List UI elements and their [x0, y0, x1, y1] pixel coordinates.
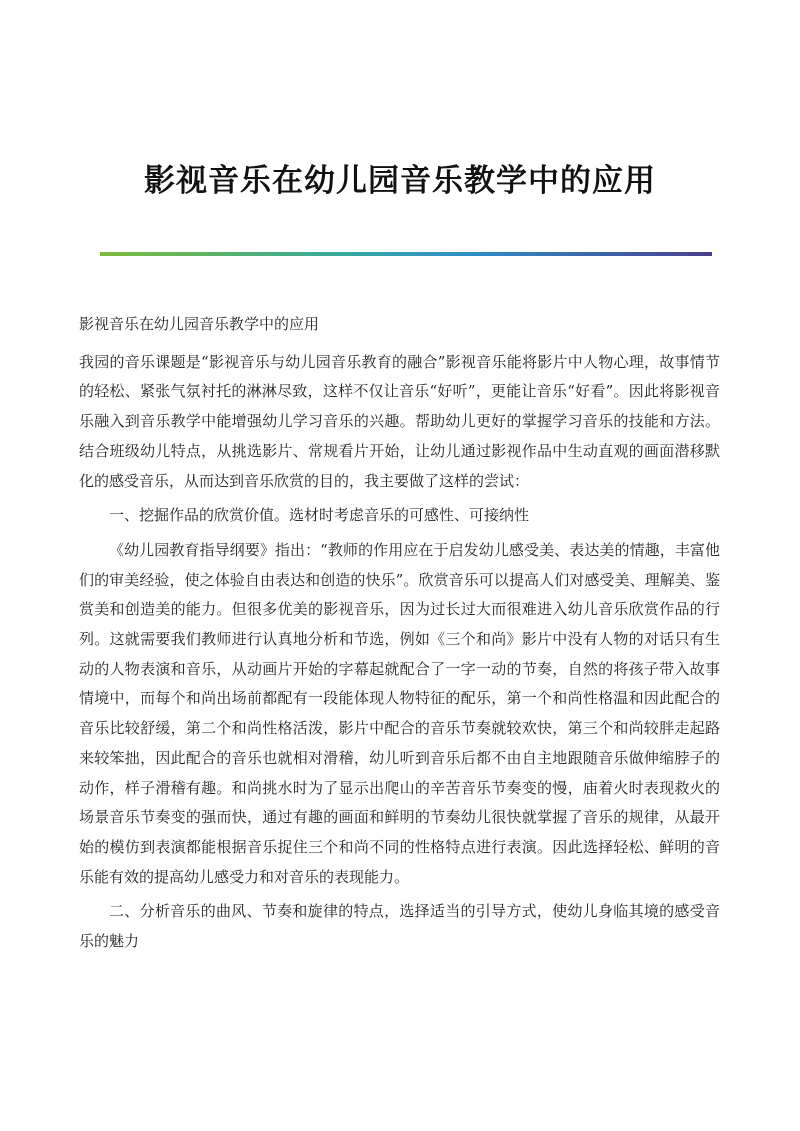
- document-body: [79, 310, 720, 962]
- section-1-body: 《幼儿园教育指导纲要》指出：“教师的作用应在于启发幼儿感受美、表达美的情趣，丰富他们的审美经验，使之体验自由表达和创造的快乐”。欣赏音乐可以提高人们对感受美、理解美、鉴赏美和创造美的能力。但很多优美的影视音乐，因为过长过大而很难进入幼儿音乐欣赏作品的行列。这就需要我们教师进行认真地分析和节选，例如《三个和尚》影片中没有人物的对话只有生动的人物表演和音乐，从动画片开始的字幕起就配合了一字一动的节奏，自然的将孩子带入故事情境中，而每个和尚出场前都配有一段能体现人物特征的配乐，第一个和尚性格温和因此配合的音乐比较舒缓，第二个和尚性格活泼，影片中配合的音乐节奏就较欢快，第三个和尚较胖走起路来较笨拙，因此配合的音乐也就相对滑稽，幼儿听到音乐后都不由自主地跟随音乐做伸缩脖子的动作，样子滑稽有趣。和尚挑水时为了显示出爬山的辛苦音乐节奏变的慢，庙着火时表现救火的场景音乐节奏变的强而快，通过有趣的画面和鲜明的节奏幼儿很快就掌握了音乐的规律，从最开始的模仿到表演都能根据音乐捉住三个和尚不同的性格特点进行表演。因此选择轻松、鲜明的音乐能有效的提高幼儿感受力和对音乐的表现能力。: [79, 540, 720, 886]
- intro-paragraph: 我园的音乐课题是“影视音乐与幼儿园音乐教育的融合”影视音乐能将影片中人物心理，故事情节的轻松、紧张气氛衬托的淋淋尽致，这样不仅让音乐“好听”，更能让音乐“好看”。因此将影视音乐融入到音乐教学中能增强幼儿学习音乐的兴趣。帮助幼儿更好的掌握学习音乐的技能和方法。结合班级幼儿特点，从挑选影片、常规看片开始，让幼儿通过影视作品中生动直观的画面潜移默化的感受音乐，从而达到音乐欣赏的目的，我主要做了这样的尝试：: [79, 352, 720, 490]
- title-divider: [100, 252, 712, 256]
- section-2-heading: 二、分析音乐的曲风、节奏和旋律的特点，选择适当的引导方式，使幼儿身临其境的感受音乐的魅力: [79, 902, 720, 951]
- section-1-heading: 一、挖掘作品的欣赏价值。选材时考虑音乐的可感性、可接纳性: [109, 506, 530, 525]
- document-title: 影视音乐在幼儿园音乐教学中的应用: [144, 163, 656, 199]
- document-subtitle: 影视音乐在幼儿园音乐教学中的应用: [79, 315, 320, 333]
